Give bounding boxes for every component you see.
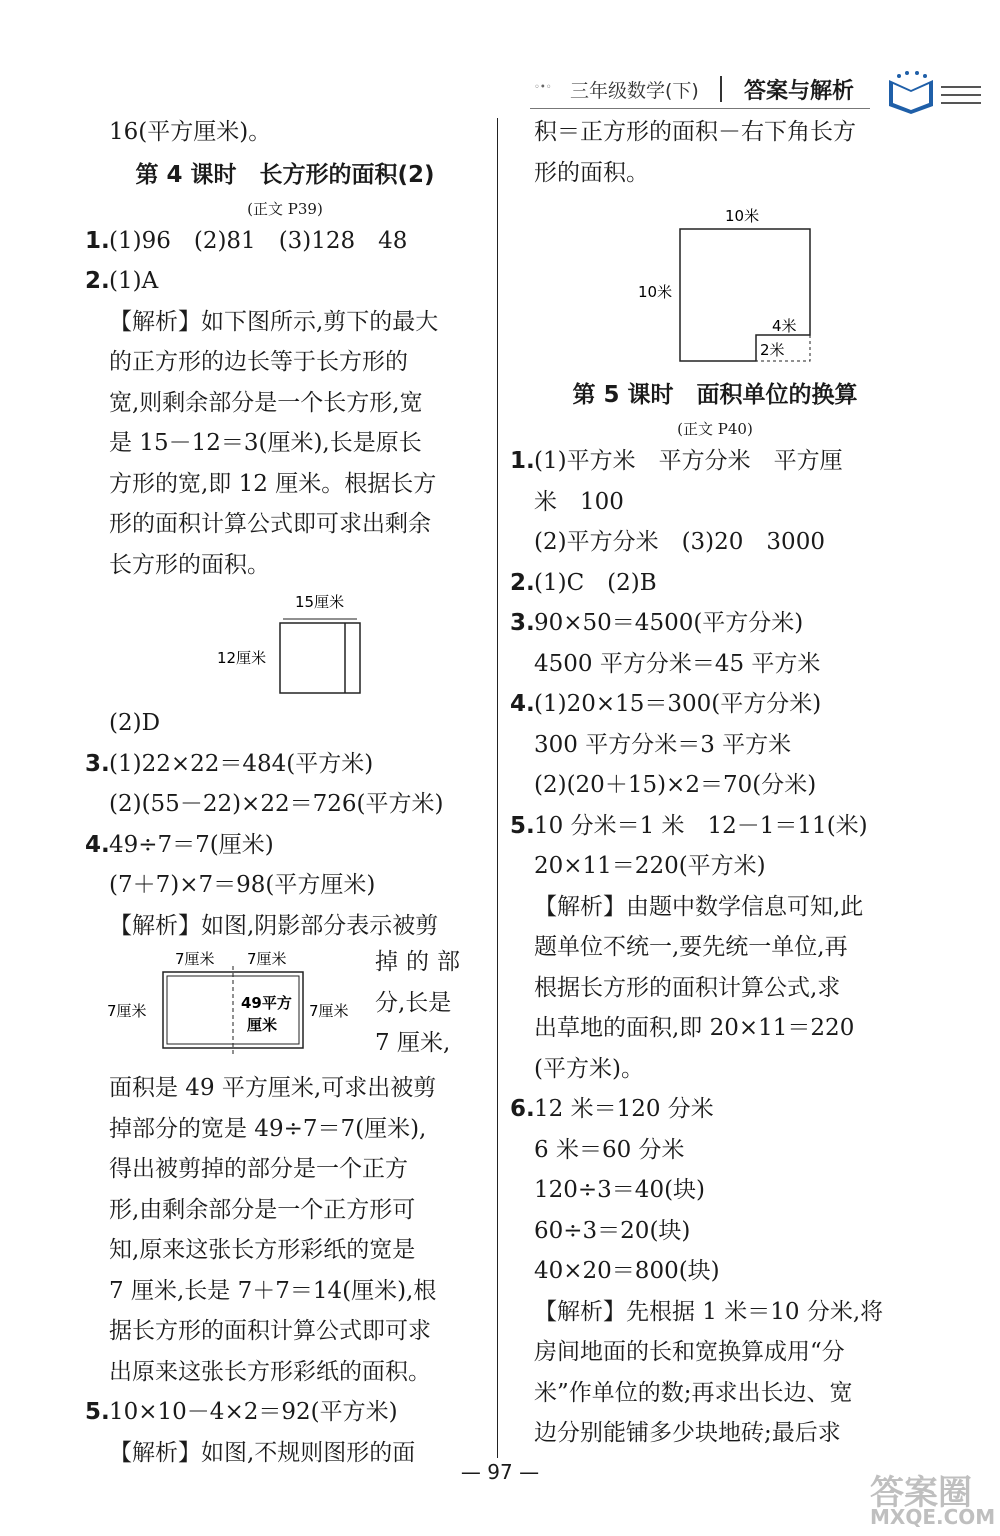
- fig-label: 7厘米: [107, 1002, 147, 1020]
- question-number: 2.: [510, 569, 535, 596]
- analysis-line: 面积是 49 平方厘米,可求出被剪: [109, 1075, 437, 1101]
- answer-text: 90×50＝4500(平方分米): [534, 610, 804, 636]
- header-title: 答案与解析: [744, 79, 855, 104]
- header-subject: 三年级数学(下): [570, 80, 699, 102]
- book-logo-icon: [885, 70, 985, 114]
- text-reference: (正文 P39): [247, 199, 323, 218]
- analysis-line: 长方形的面积。: [109, 551, 270, 578]
- fig-label: 7厘米: [309, 1002, 349, 1020]
- fig-label: 7厘米: [247, 950, 287, 968]
- figure-with-text: [85, 946, 485, 1068]
- answer-text: 49÷7＝7(厘米): [109, 831, 274, 858]
- question-number: 6.: [510, 1096, 535, 1122]
- question-number: 1.: [85, 227, 110, 254]
- analysis-line: 题单位不统一,要先统一单位,再: [534, 934, 848, 960]
- answer-text: 40×20＝800(块): [534, 1258, 720, 1284]
- analysis-line: 米”作单位的数;再求出长边、宽: [534, 1379, 853, 1406]
- answer-text: (1)22×22＝484(平方米): [109, 750, 374, 777]
- analysis-line: 得出被剪掉的部分是一个正方: [109, 1156, 408, 1182]
- analysis-line: 【解析】由题中数学信息可知,此: [534, 893, 864, 920]
- text-line: 16(平方厘米)。: [109, 119, 272, 145]
- header-separator: [720, 76, 722, 102]
- fig-label: 10米: [638, 283, 673, 301]
- fig-label: 10米: [725, 207, 760, 225]
- analysis-line: 出原来这张长方形彩纸的面积。: [109, 1358, 431, 1385]
- fig-label: 2米: [760, 341, 785, 359]
- answer-text: 4500 平方分米＝45 平方米: [534, 650, 821, 677]
- analysis-line: 边分别能铺多少块地砖;最后求: [534, 1420, 841, 1446]
- answer-text: (2)D: [109, 710, 161, 736]
- answer-text: (1)A: [109, 268, 159, 294]
- fig-label: 厘米: [247, 1016, 278, 1034]
- analysis-line: 【解析】如下图所示,剪下的最大: [109, 308, 439, 335]
- question-number: 1.: [510, 448, 535, 474]
- analysis-line: 出草地的面积,即 20×11＝220: [534, 1015, 855, 1041]
- answer-text: 60÷3＝20(块): [534, 1217, 691, 1244]
- answer-text: (1)20×15＝300(平方分米): [534, 691, 822, 717]
- fig-label: 7厘米: [175, 950, 215, 968]
- analysis-line: 知,原来这张长方形彩纸的宽是: [109, 1237, 416, 1263]
- answer-text: (1)96 (2)81 (3)128 48: [109, 227, 408, 254]
- analysis-line: 的正方形的边长等于长方形的: [109, 349, 408, 375]
- question-number: 3.: [85, 750, 110, 777]
- answer-text: (2)(55－22)×22＝726(平方米): [109, 791, 444, 817]
- fig-label: 12厘米: [217, 649, 267, 667]
- question-number: 5.: [510, 812, 535, 839]
- analysis-line: 房间地面的长和宽换算成用“分: [534, 1339, 845, 1365]
- decor-dots: ◦•◦: [534, 82, 552, 93]
- page-number: — 97 —: [460, 1460, 540, 1484]
- answer-text: (2)平方分米 (3)20 3000: [534, 529, 825, 555]
- analysis-line: 是 15－12＝3(厘米),长是原长: [109, 430, 422, 456]
- answer-text: 12 米＝120 分米: [534, 1096, 714, 1122]
- question-number: 4.: [85, 831, 110, 858]
- answer-text: (1)C (2)B: [534, 569, 657, 596]
- analysis-line: 掉的部: [375, 949, 468, 975]
- fig-label: 15厘米: [295, 593, 345, 611]
- analysis-line: 形的面积计算公式即可求出剩余: [109, 511, 431, 537]
- column-divider: [497, 118, 498, 1458]
- fig-label: 4米: [772, 317, 797, 335]
- question-number: 3.: [510, 610, 535, 636]
- analysis-line: 据长方形的面积计算公式即可求: [109, 1318, 431, 1344]
- square-figure: [510, 193, 920, 373]
- question-number: 4.: [510, 691, 535, 717]
- left-column: [85, 112, 485, 1473]
- answer-text: (7＋7)×7＝98(平方厘米): [109, 872, 376, 898]
- answer-text: (2)(20＋15)×2＝70(分米): [534, 772, 817, 798]
- answer-text: 米 100: [534, 488, 624, 515]
- question-number: 2.: [85, 268, 110, 294]
- analysis-line: 【解析】如图,阴影部分表示被剪: [109, 912, 439, 939]
- answer-text: 10 分米＝1 米 12－1＝11(米): [534, 812, 868, 839]
- answer-text: 10×10－4×2＝92(平方米): [109, 1399, 398, 1425]
- analysis-line: (平方米)。: [534, 1055, 644, 1082]
- analysis-line: 7 厘米,: [375, 1030, 451, 1056]
- watermark-url: MXQE.COM: [870, 1505, 996, 1529]
- right-column: [510, 112, 920, 1454]
- header-rule: [530, 108, 870, 109]
- answer-text: 120÷3＝40(块): [534, 1177, 706, 1203]
- analysis-line: 方形的宽,即 12 厘米。根据长方: [109, 470, 437, 497]
- answer-text: (1)平方米 平方分米 平方厘: [534, 448, 843, 474]
- analysis-line: 【解析】先根据 1 米＝10 分米,将: [534, 1298, 884, 1325]
- watermark-logo: 答案圈: [870, 1473, 972, 1513]
- analysis-line: 形的面积。: [534, 159, 649, 186]
- analysis-line: 【解析】如图,不规则图形的面: [109, 1439, 416, 1466]
- text-reference: (正文 P40): [677, 420, 753, 438]
- answer-text: 300 平方分米＝3 平方米: [534, 731, 792, 758]
- analysis-line: 宽,则剩余部分是一个长方形,宽: [109, 389, 423, 416]
- analysis-line: 掉部分的宽是 49÷7＝7(厘米),: [109, 1115, 427, 1142]
- rectangle-figure-1: [85, 585, 485, 703]
- question-number: 5.: [85, 1399, 110, 1425]
- answer-text: 6 米＝60 分米: [534, 1136, 685, 1163]
- fig-label: 49平方: [241, 994, 292, 1012]
- analysis-line: 积＝正方形的面积－右下角长方: [534, 119, 856, 145]
- section-heading-lesson5: 第 5 课时 面积单位的换算: [572, 382, 858, 408]
- analysis-line: 形,由剩余部分是一个正方形可: [109, 1196, 416, 1223]
- analysis-line: 分,长是: [375, 989, 452, 1016]
- section-heading-lesson4: 第 4 课时 长方形的面积(2): [135, 161, 435, 188]
- analysis-line: 根据长方形的面积计算公式,求: [534, 974, 841, 1001]
- answer-text: 20×11＝220(平方米): [534, 853, 766, 879]
- analysis-line: 7 厘米,长是 7＋7＝14(厘米),根: [109, 1277, 437, 1304]
